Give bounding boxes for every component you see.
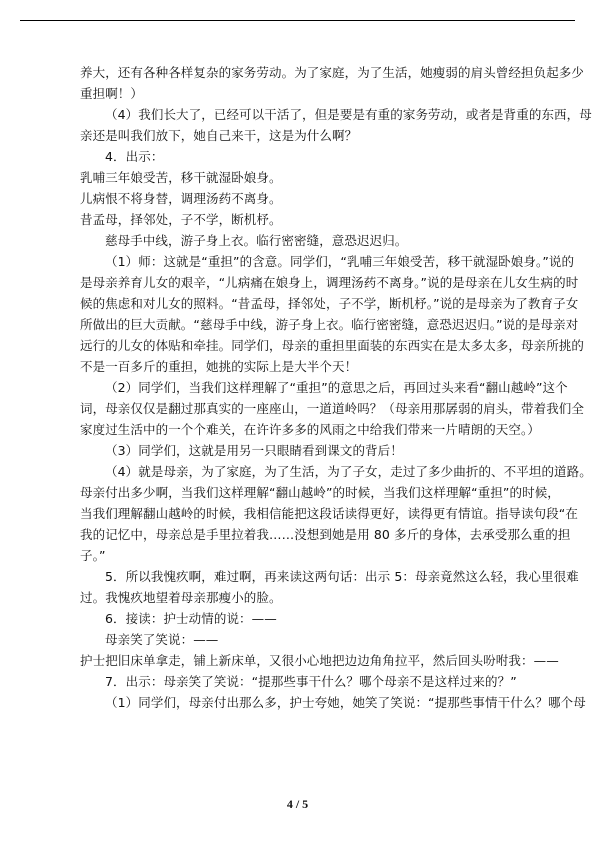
poem-line: 乳哺三年娘受苦，移干就湿卧娘身。 [80,170,282,185]
text-line: 养大，还有各种各样复杂的家务劳动。为了家庭，为了生活，她瘦弱的肩头曾经担负起多少 [80,65,585,80]
text-line: （3）同学们，这就是用另一只眼睛看到课文的背后！ [105,443,403,458]
poem-line: 昔孟母，择邻处，子不学，断机杼。 [80,212,282,227]
text-line: 5．所以我愧疚啊，难过啊，再来读这两句话：出示 5：母亲竟然这么轻，我心里很难 [105,569,579,584]
text-line: 母亲付出多少啊，当我们这样理解“翻山越岭”的时候，当我们这样理解“重担”的时候， [80,485,560,500]
text-line: 我的记忆中，母亲总是手里拉着我……没想到她是用 80 多斤的身体，去承受那么重的担 [80,527,571,542]
text-line: 亲还是叫我们放下，她自己来干，这是为什么啊？ [80,128,358,143]
text-line: 4．出示： [105,149,164,164]
text-line: 不是一百多斤的重担，她挑的实际上是大半个天！ [80,359,358,374]
poem-line: 慈母手中线，游子身上衣。临行密密缝，意恐迟迟归。 [105,233,408,248]
poem-line: 儿病恨不将身替，调理汤药不离身。 [80,191,282,206]
text-line: 7．出示：母亲笑了笑说：“提那些事干什么？哪个母亲不是这样过来的？” [105,674,517,689]
text-line: 6．接读：护士动情的说：—— [105,611,277,626]
text-line: （1）同学们，母亲付出那么多，护士夸她，她笑了笑说：“提那些事情干什么？哪个母 [105,695,586,710]
text-line: 所做出的巨大贡献。“慈母手中线，游子身上衣。临行密密缝，意恐迟迟归。”说的是母亲对 [80,317,579,332]
text-line: 候的焦虑和对儿女的照料。“昔孟母，择邻处，子不学，断机杼。”说的是母亲为了教育子女 [80,296,579,311]
text-line: （2）同学们，当我们这样理解了“重担”的意思之后，再回过头来看“翻山越岭”这个 [105,380,568,395]
text-line: （4）就是母亲，为了家庭，为了生活，为了子女，走过了多少曲折的、不平坦的道路。 [105,464,592,479]
page-indicator: 4 / 5 [286,797,309,811]
text-line: 词，母亲仅仅是翻过那真实的一座座山，一道道岭吗？（母亲用那孱弱的肩头，带着我们全 [80,401,585,416]
page-top-border [20,20,575,21]
text-line: （1）师：这就是“重担”的含意。同学们，“乳哺三年娘受苦，移干就湿卧娘身。”说的 [105,254,575,269]
document-body [80,62,592,713]
text-line: 当我们理解翻山越岭的时候，我相信能把这段话读得更好，读得更有情谊。指导读句段“在 [80,506,578,521]
text-line: 重担啊！） [80,86,144,101]
text-line: 远行的儿女的体贴和牵挂。同学们，母亲的重担里面装的东西实在是太多太多，母亲所挑的 [80,338,585,353]
text-line: （4）我们长大了，已经可以干活了，但是要是有重的家务劳动，或者是背重的东西，母 [105,107,592,122]
text-line: 是母亲养育儿女的艰辛，“儿病痛在娘身上，调理汤药不离身。”说的是母亲在儿女生病的时 [80,275,579,290]
text-line: 过。我愧疚地望着母亲那瘦小的脸。 [80,590,282,605]
text-line: 护士把旧床单拿走，铺上新床单，又很小心地把边边角角拉平，然后回头吩咐我：—— [80,653,559,668]
text-line: 子。” [80,548,106,563]
text-line: 母亲笑了笑说：—— [105,632,219,647]
text-line: 家度过生活中的一个个难关，在许许多多的风雨之中给我们带来一片晴朗的天空。） [80,422,540,437]
